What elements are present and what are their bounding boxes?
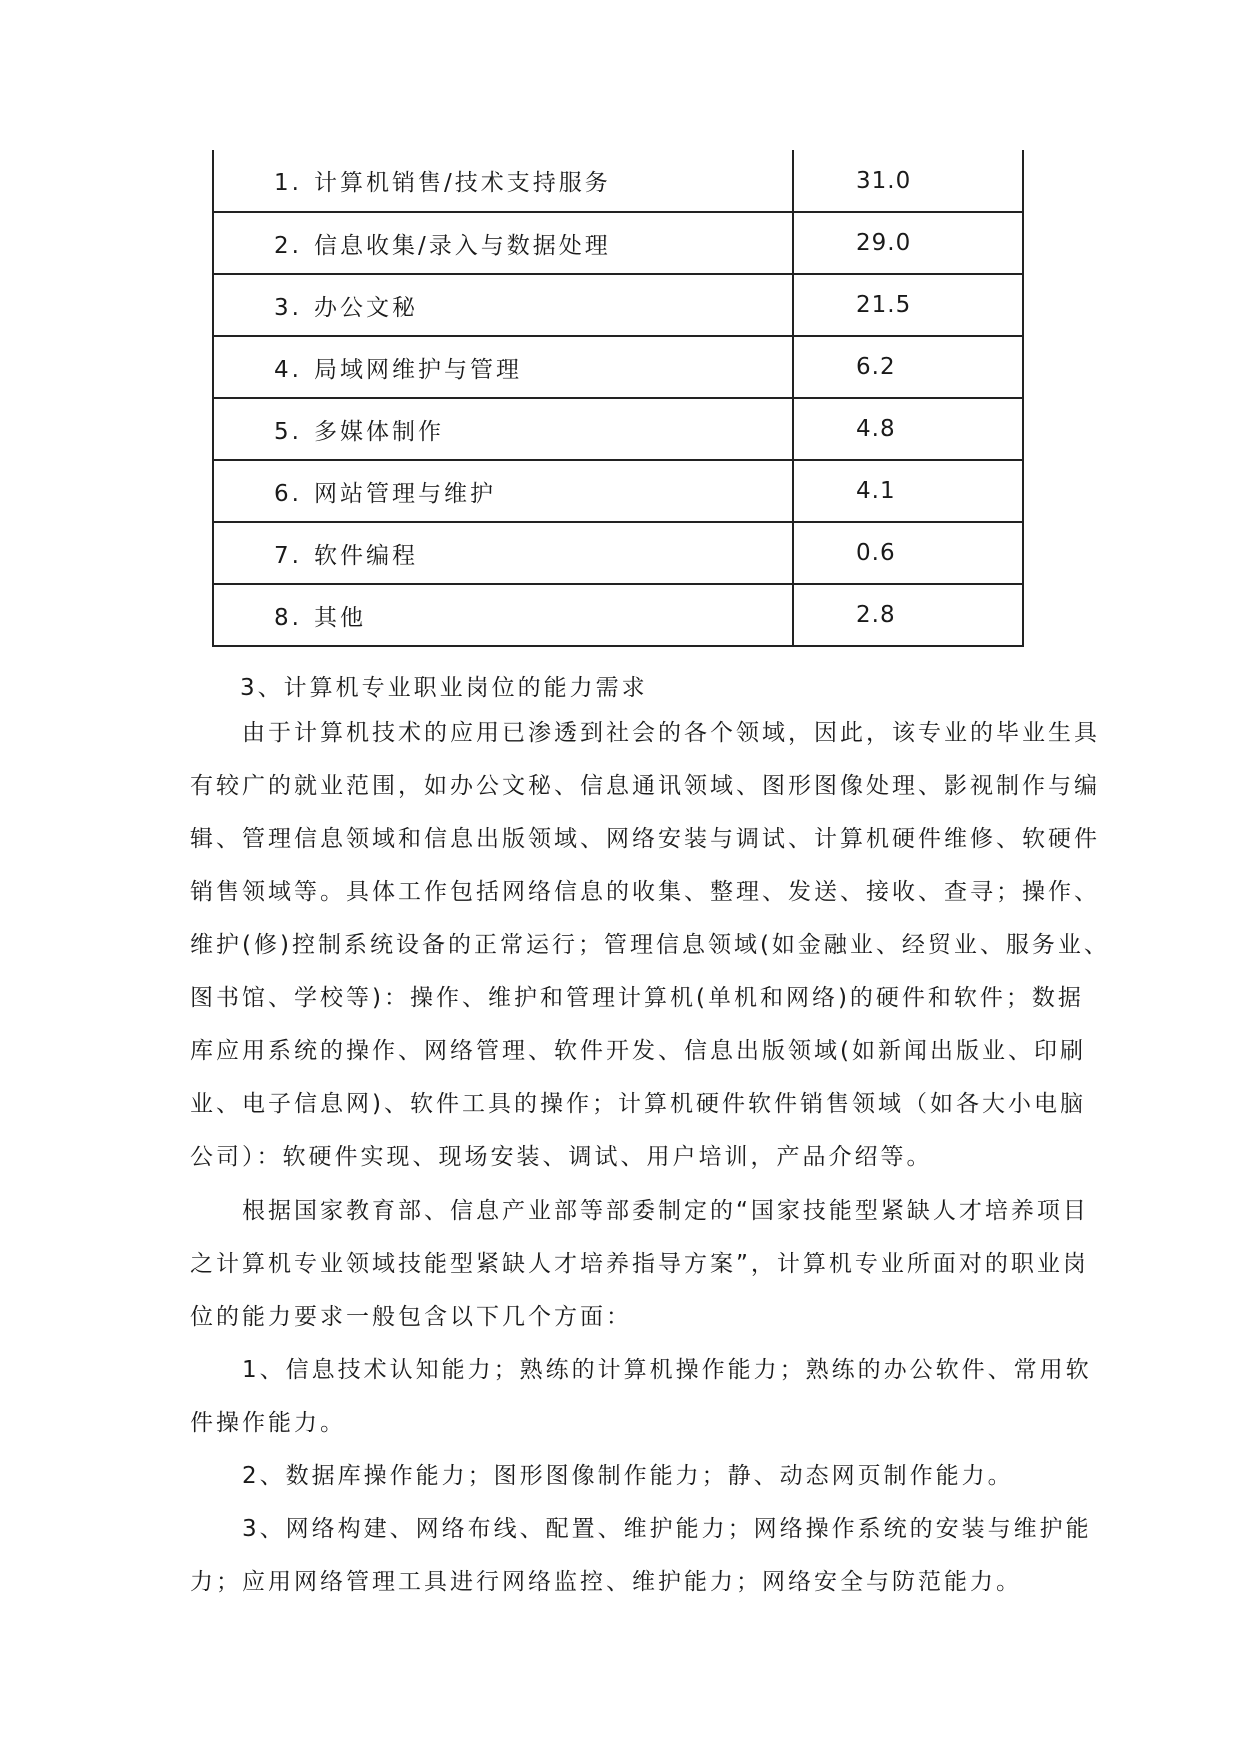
text-line: 1、信息技术认知能力；熟练的计算机操作能力；熟练的办公软件、常用软 — [242, 1357, 1092, 1383]
text-line: 库应用系统的操作、网络管理、软件开发、信息出版领域(如新闻出版业、印刷 — [190, 1038, 1086, 1064]
job-category-cell — [213, 150, 793, 212]
row-number: 3. — [274, 294, 302, 321]
row-number: 2. — [274, 232, 302, 259]
percentage-cell: 29.0 — [793, 212, 1023, 274]
percentage-cell: 4.1 — [793, 460, 1023, 522]
job-category-label: 其他 — [314, 604, 366, 631]
text-line: 图书馆、学校等)：操作、维护和管理计算机(单机和网络)的硬件和软件；数据 — [190, 985, 1084, 1011]
text-line: 之计算机专业领域技能型紧缺人才培养指导方案”，计算机专业所面对的职业岗 — [190, 1251, 1089, 1277]
table-row — [213, 460, 1023, 522]
job-category-cell — [213, 522, 793, 584]
text-line: 由于计算机技术的应用已渗透到社会的各个领域，因此，该专业的毕业生具 — [242, 720, 1100, 746]
job-category-label: 软件编程 — [314, 542, 418, 569]
table-row — [213, 274, 1023, 336]
text-line: 有较广的就业范围，如办公文秘、信息通讯领域、图形图像处理、影视制作与编 — [190, 773, 1100, 799]
text-line: 业、电子信息网)、软件工具的操作；计算机硬件软件销售领域（如各大小电脑 — [190, 1091, 1086, 1117]
job-category-cell — [213, 398, 793, 460]
percentage-cell: 6.2 — [793, 336, 1023, 398]
text-line: 公司）：软硬件实现、现场安装、调试、用户培训，产品介绍等。 — [190, 1144, 933, 1170]
job-category-label: 信息收集/录入与数据处理 — [314, 232, 611, 259]
table-row — [213, 522, 1023, 584]
table-row — [213, 336, 1023, 398]
job-category-label: 多媒体制作 — [314, 418, 444, 445]
text-line: 辑、管理信息领域和信息出版领域、网络安装与调试、计算机硬件维修、软硬件 — [190, 826, 1100, 852]
text-line: 件操作能力。 — [190, 1410, 346, 1436]
percentage-cell: 0.6 — [793, 522, 1023, 584]
row-number: 5. — [274, 418, 302, 445]
text-line: 3、网络构建、网络布线、配置、维护能力；网络操作系统的安装与维护能 — [242, 1516, 1092, 1542]
job-category-cell — [213, 212, 793, 274]
section-heading: 3、计算机专业职业岗位的能力需求 — [240, 675, 648, 701]
text-line: 位的能力要求一般包含以下几个方面： — [190, 1304, 632, 1330]
table-row — [213, 212, 1023, 274]
job-category-cell — [213, 460, 793, 522]
percentage-cell: 4.8 — [793, 398, 1023, 460]
job-category-cell — [213, 274, 793, 336]
row-number: 4. — [274, 356, 302, 383]
employment-distribution-table — [212, 150, 1024, 647]
job-category-cell — [213, 336, 793, 398]
paragraph-requirements — [190, 1185, 1089, 1344]
job-category-label: 网站管理与维护 — [314, 480, 496, 507]
text-line: 根据国家教育部、信息产业部等部委制定的“国家技能型紧缺人才培养项目 — [242, 1198, 1089, 1224]
table-row — [213, 584, 1023, 646]
percentage-cell: 31.0 — [793, 150, 1023, 212]
table-row — [213, 398, 1023, 460]
row-number: 7. — [274, 542, 302, 569]
table-row — [213, 150, 1023, 212]
text-line: 维护(修)控制系统设备的正常运行；管理信息领域(如金融业、经贸业、服务业、 — [190, 932, 1110, 958]
job-category-cell — [213, 584, 793, 646]
row-number: 6. — [274, 480, 302, 507]
row-number: 1. — [274, 170, 302, 196]
text-line: 2、数据库操作能力；图形图像制作能力；静、动态网页制作能力。 — [242, 1463, 1014, 1489]
ability-item-3 — [190, 1503, 1092, 1609]
paragraph-scope — [190, 707, 1110, 1184]
ability-item-1 — [190, 1344, 1092, 1450]
ability-item-2 — [190, 1450, 1070, 1503]
job-category-label: 计算机销售/技术支持服务 — [314, 170, 611, 196]
text-line: 力；应用网络管理工具进行网络监控、维护能力；网络安全与防范能力。 — [190, 1569, 1022, 1595]
job-category-label: 办公文秘 — [314, 294, 418, 321]
percentage-cell: 2.8 — [793, 584, 1023, 646]
job-category-label: 局域网维护与管理 — [314, 356, 522, 383]
row-number: 8. — [274, 604, 302, 631]
percentage-cell: 21.5 — [793, 274, 1023, 336]
text-line: 销售领域等。具体工作包括网络信息的收集、整理、发送、接收、查寻；操作、 — [190, 879, 1100, 905]
